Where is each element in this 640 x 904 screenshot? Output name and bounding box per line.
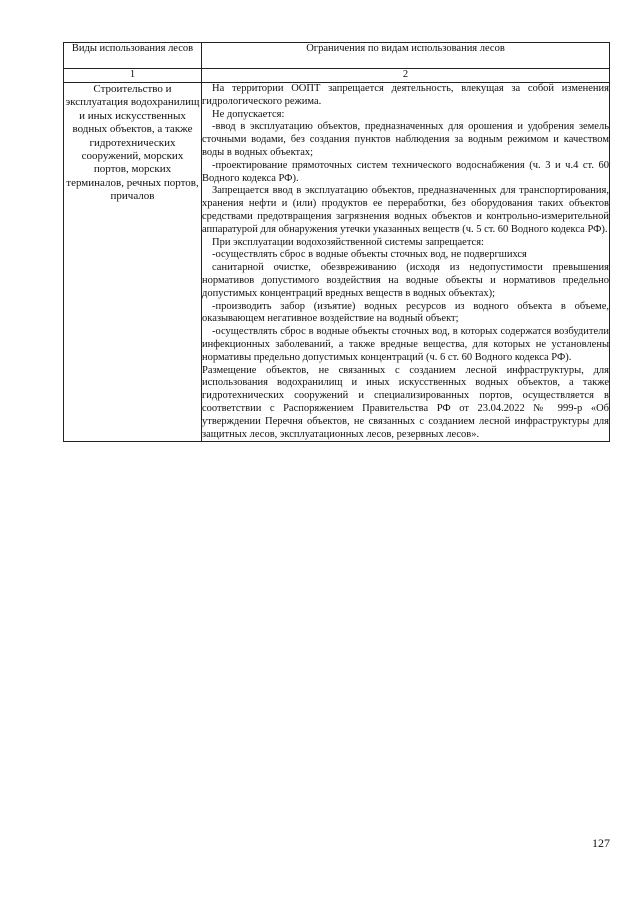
- paragraph: -производить забор (изъятие) водных ресурсов из водного объекта в объеме, оказывающем негативное воздействие на водный объект;: [202, 300, 609, 325]
- paragraph: -проектирование прямоточных систем технического водоснабжения (ч. 3 и ч.4 ст. 60 Водного кодекса РФ).: [202, 159, 609, 184]
- table-row: [64, 83, 610, 442]
- paragraph: -осуществлять сброс в водные объекты сточных вод, в которых содержатся возбудители инфекционных заболеваний, а также вредные вещества, для которых не установлены нормативы предельно допустимых концентраций (ч. 6 ст. 60 Водного кодекса РФ).: [202, 326, 609, 363]
- paragraph: При эксплуатации водохозяйственной системы запрещается:: [212, 236, 484, 248]
- column-number-2: 2: [202, 69, 610, 83]
- page-number: 127: [592, 836, 610, 850]
- header-forest-use-types: Виды использования лесов: [64, 43, 202, 69]
- column-number-row: [64, 69, 610, 83]
- header-restrictions: Ограничения по видам использования лесов: [202, 43, 610, 69]
- paragraph: Не допускается:: [212, 108, 285, 120]
- column-number-1: 1: [64, 69, 202, 83]
- paragraph: -ввод в эксплуатацию объектов, предназначенных для орошения и удобрения земель сточными водами, без создания пунктов наблюдения за водным режимом и качеством воды в водных объектах;: [202, 121, 609, 158]
- paragraph: санитарной очистке, обезвреживанию (исходя из недопустимости превышения нормативов допустимого воздействия на водные объекты и нормативов предельно допустимых концентраций вредных веществ в водных объектах);: [202, 262, 609, 299]
- paragraph: -осуществлять сброс в водные объекты сточных вод, не подвергшихся: [212, 249, 527, 261]
- restrictions-cell: [202, 83, 610, 442]
- table-header-row: [64, 43, 610, 69]
- restrictions-table: [63, 42, 610, 442]
- paragraph: Запрещается ввод в эксплуатацию объектов, предназначенных для транспортирования, хранения нефти и (или) продуктов ее переработки, без оборудования таких объектов средствами предотвращения загрязнения водных объектов и контрольно-измерительной аппаратурой для обнаружения утечки указанных веществ (ч. 5 ст. 60 Водного кодекса РФ).: [202, 185, 609, 235]
- paragraph: Размещение объектов, не связанных с созданием лесной инфраструктуры, для использования водохранилищ и иных искусственных водных объектов, а также гидротехнических сооружений и специализированных портов, осуществляется в соответствии с Распоряжением Правительства РФ от 23.04.2022 № 999-р «Об утверждении Перечня объектов, не связанных с созданием лесной инфраструктуры для защитных лесов, эксплуатационных лесов, резервных лесов».: [202, 364, 609, 440]
- forest-use-type-cell: Строительство и эксплуатация водохранилищ и иных искусственных водных объектов, а также гидротехнических сооружений, морских портов, морских терминалов, речных портов, причалов: [64, 83, 202, 442]
- paragraph: На территории ООПТ запрещается деятельность, влекущая за собой изменения гидрологического режима.: [202, 83, 609, 107]
